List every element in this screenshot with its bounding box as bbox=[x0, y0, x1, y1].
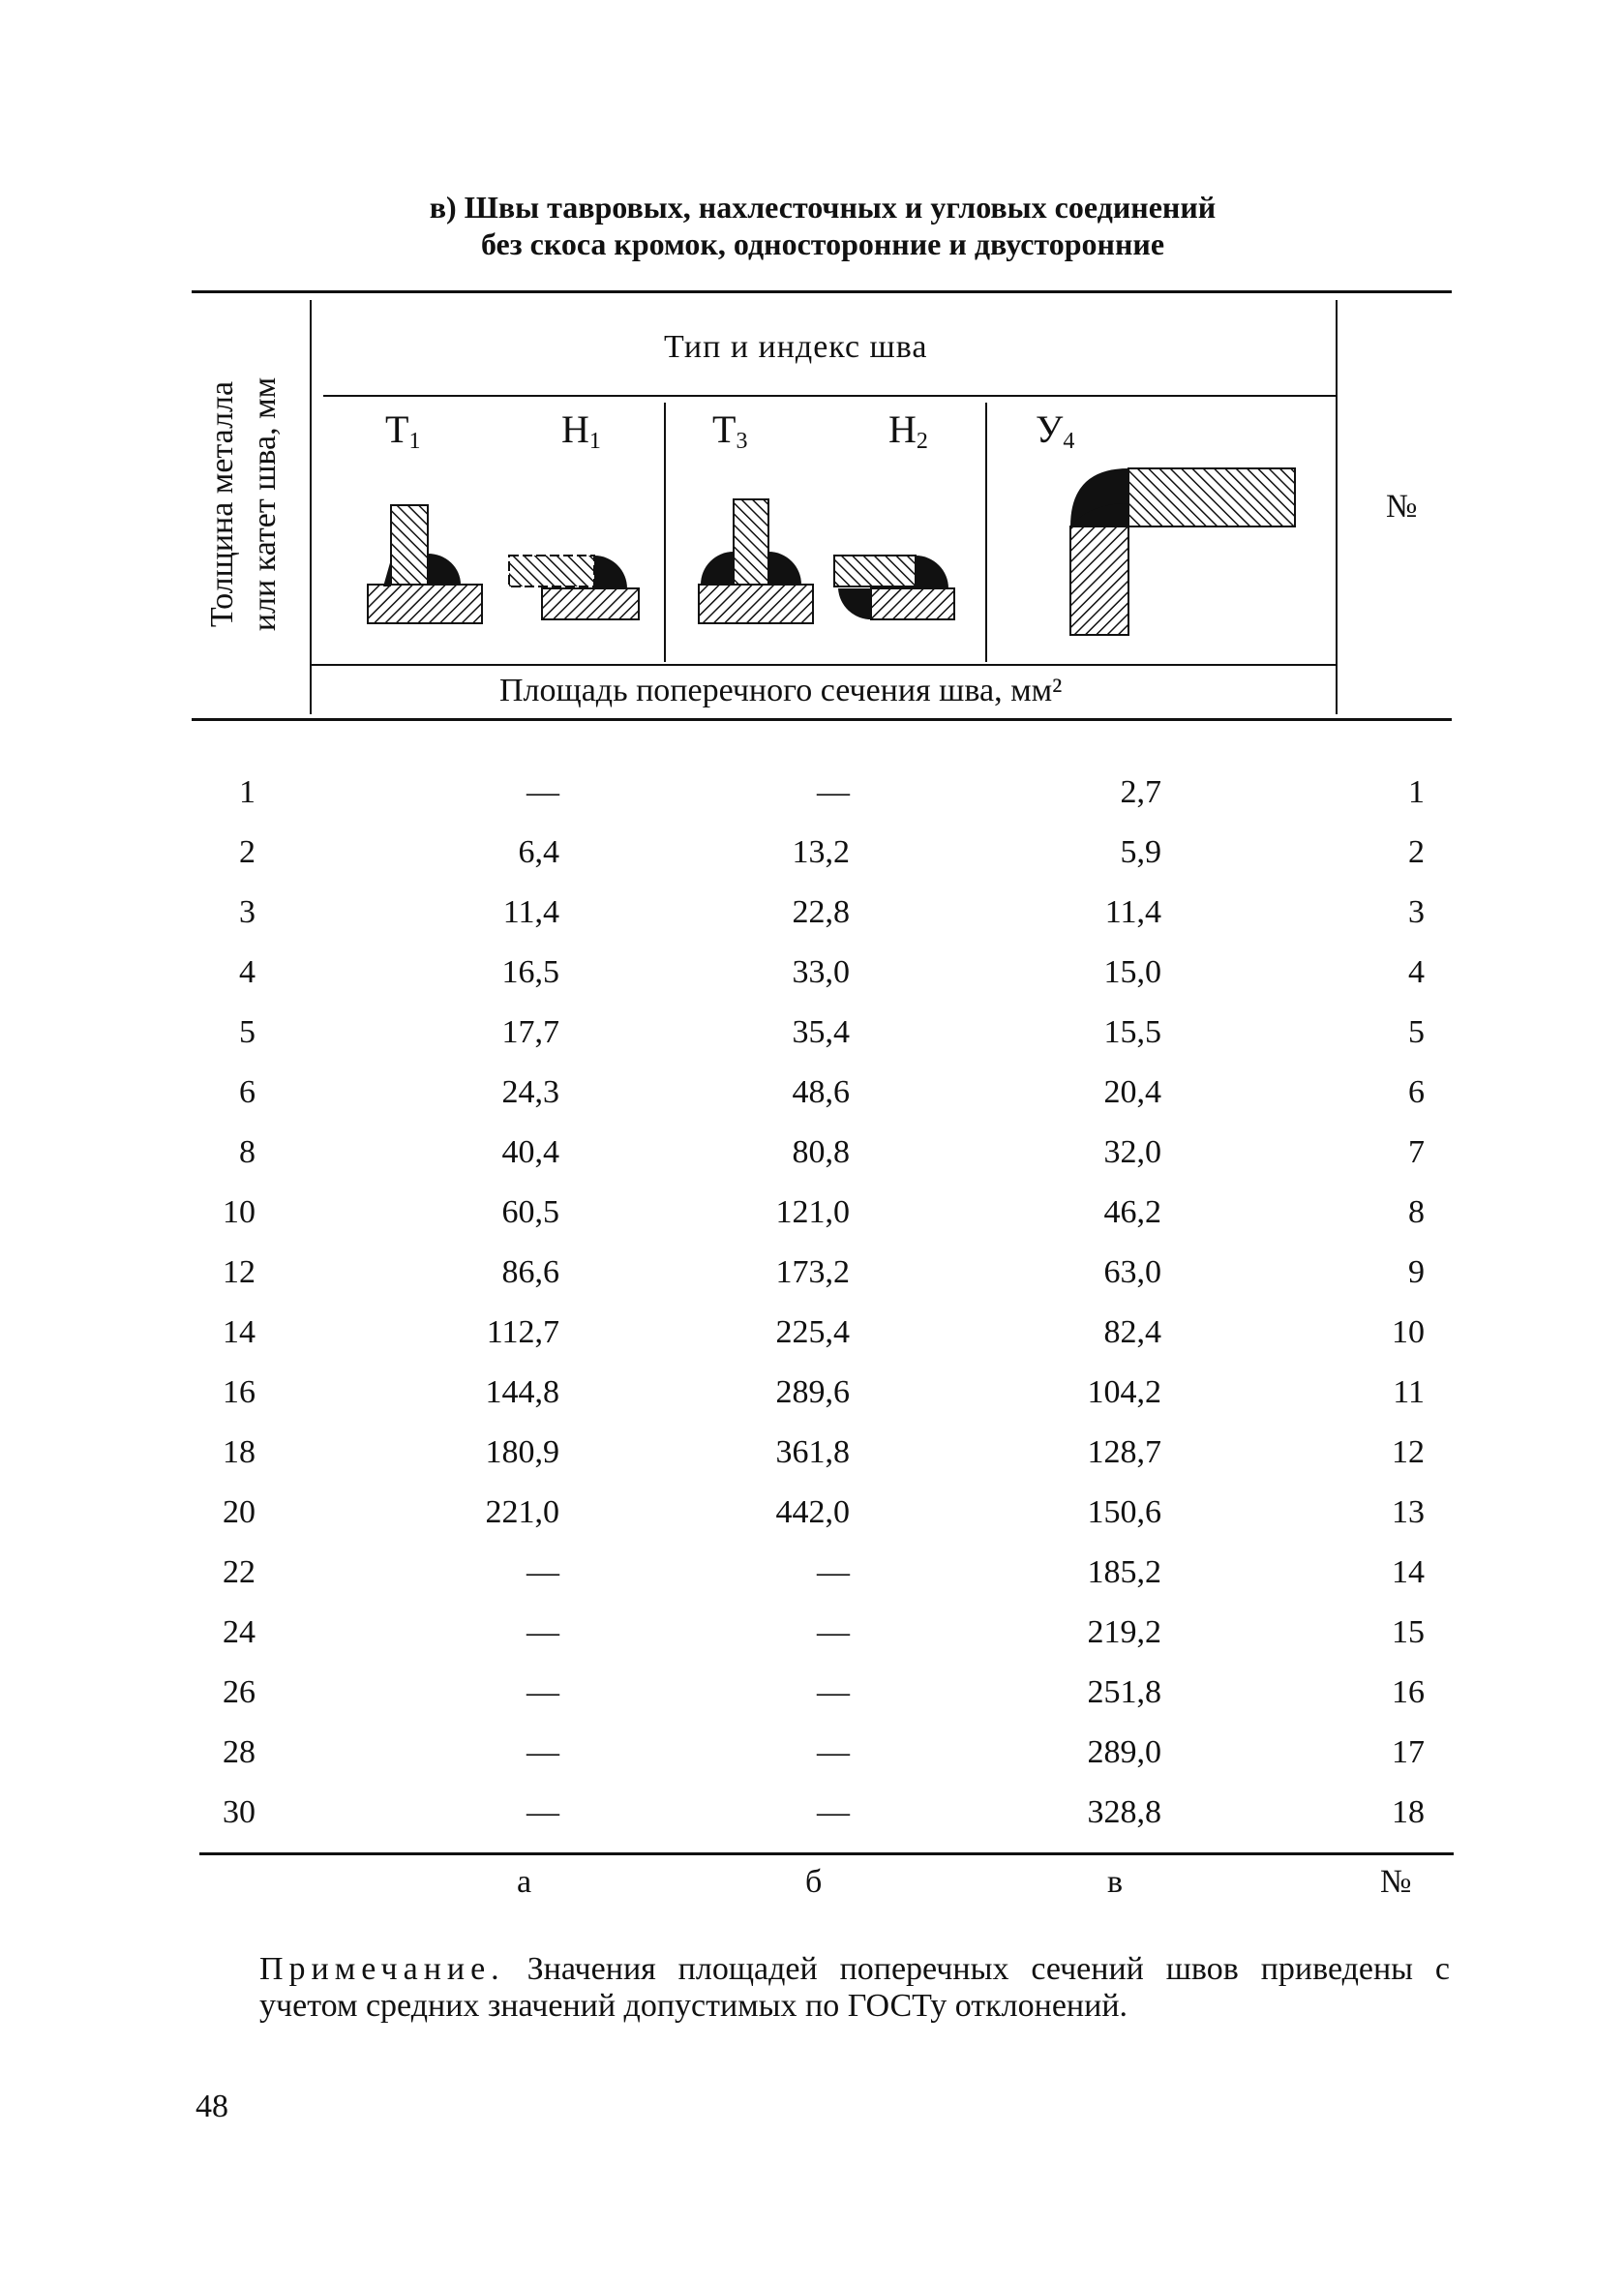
cell-number: 14 bbox=[1392, 1554, 1425, 1590]
cell-b: — bbox=[817, 1674, 850, 1710]
number-column-header: № bbox=[1386, 489, 1418, 525]
cell-number: 3 bbox=[1408, 894, 1425, 930]
cell-a: — bbox=[526, 1734, 559, 1770]
cell-b: 225,4 bbox=[775, 1314, 850, 1350]
cell-number: 16 bbox=[1392, 1674, 1425, 1710]
weld-diagrams bbox=[0, 0, 1624, 736]
cell-a: 112,7 bbox=[486, 1314, 559, 1350]
cell-a: 16,5 bbox=[501, 954, 559, 990]
thickness-header-line-1: Толщина металла bbox=[204, 380, 240, 628]
cell-b: 442,0 bbox=[775, 1494, 850, 1530]
footer-label-c: в bbox=[1107, 1864, 1124, 1900]
cell-c: 15,5 bbox=[1103, 1014, 1161, 1050]
footnote bbox=[259, 1951, 1450, 2025]
weld-index-h1: $Н_1$ bbox=[561, 407, 601, 454]
cell-thickness: 3 bbox=[239, 894, 256, 930]
cell-c: 11,4 bbox=[1104, 894, 1161, 930]
footnote-lead: Примечание. bbox=[259, 1951, 505, 1987]
table-row bbox=[0, 1254, 1624, 1312]
cell-b: 13,2 bbox=[792, 834, 850, 870]
weld-index-h2: $Н_2$ bbox=[888, 407, 928, 454]
cell-number: 1 bbox=[1408, 774, 1425, 810]
cell-thickness: 2 bbox=[239, 834, 256, 870]
type-index-label: Тип и индекс шва bbox=[664, 329, 928, 365]
cell-b: — bbox=[817, 774, 850, 810]
cell-b: 33,0 bbox=[792, 954, 850, 990]
cell-b: — bbox=[817, 1734, 850, 1770]
cell-b: 48,6 bbox=[792, 1074, 850, 1110]
cell-c: 328,8 bbox=[1087, 1794, 1161, 1830]
cell-number: 5 bbox=[1408, 1014, 1425, 1050]
table-row bbox=[0, 1074, 1624, 1132]
table-row bbox=[0, 1794, 1624, 1852]
cell-thickness: 14 bbox=[223, 1314, 256, 1350]
cell-number: 8 bbox=[1408, 1194, 1425, 1230]
cell-a: — bbox=[526, 1614, 559, 1650]
cell-thickness: 10 bbox=[223, 1194, 256, 1230]
weld-h2-diagram bbox=[834, 556, 954, 619]
thickness-header-line-2: или катет шва, мм bbox=[247, 376, 283, 632]
cell-a: — bbox=[526, 1794, 559, 1830]
cell-a: 86,6 bbox=[501, 1254, 559, 1290]
cell-a: 11,4 bbox=[502, 894, 559, 930]
table-row bbox=[0, 1434, 1624, 1492]
cell-c: 46,2 bbox=[1103, 1194, 1161, 1230]
cell-number: 6 bbox=[1408, 1074, 1425, 1110]
cell-number: 11 bbox=[1393, 1374, 1425, 1410]
cell-c: 82,4 bbox=[1103, 1314, 1161, 1350]
table-row bbox=[0, 1314, 1624, 1372]
cell-a: 6,4 bbox=[518, 834, 559, 870]
cell-a: 144,8 bbox=[485, 1374, 559, 1410]
cell-a: — bbox=[526, 774, 559, 810]
table-row bbox=[0, 1614, 1624, 1672]
cell-number: 15 bbox=[1392, 1614, 1425, 1650]
cell-thickness: 4 bbox=[239, 954, 256, 990]
body-bottom-rule bbox=[199, 1852, 1454, 1855]
weld-index-t3: $Т_3$ bbox=[712, 407, 748, 454]
cell-thickness: 30 bbox=[223, 1794, 256, 1830]
cell-thickness: 1 bbox=[239, 774, 256, 810]
cell-c: 185,2 bbox=[1087, 1554, 1161, 1590]
cell-number: 7 bbox=[1408, 1134, 1425, 1170]
weld-u4-diagram bbox=[1070, 468, 1295, 635]
cell-a: 180,9 bbox=[485, 1434, 559, 1470]
table-row bbox=[0, 774, 1624, 832]
cell-thickness: 24 bbox=[223, 1614, 256, 1650]
cell-number: 18 bbox=[1392, 1794, 1425, 1830]
title-line-2: без скоса кромок, односторонние и двусторонние bbox=[480, 226, 1165, 261]
cell-c: 5,9 bbox=[1120, 834, 1161, 870]
cell-a: 60,5 bbox=[501, 1194, 559, 1230]
cell-number: 9 bbox=[1408, 1254, 1425, 1290]
cell-thickness: 16 bbox=[223, 1374, 256, 1410]
table-row bbox=[0, 1494, 1624, 1552]
table-row bbox=[0, 954, 1624, 1012]
weld-index-u4: $У_4$ bbox=[1036, 407, 1075, 454]
cell-thickness: 6 bbox=[239, 1074, 256, 1110]
weld-h1-diagram bbox=[509, 556, 639, 619]
title-line-1: в) Швы тавровых, нахлесточных и угловых соединений bbox=[429, 190, 1217, 225]
cell-b: 121,0 bbox=[775, 1194, 850, 1230]
cell-thickness: 22 bbox=[223, 1554, 256, 1590]
page-number: 48 bbox=[195, 2089, 228, 2124]
cell-b: 361,8 bbox=[775, 1434, 850, 1470]
cell-c: 251,8 bbox=[1087, 1674, 1161, 1710]
footnote-text: Значения площадей поперечных сечений швов приведены с учетом средних значений допустимых по ГОСТу отклонений. bbox=[259, 1951, 1451, 2024]
cell-a: — bbox=[526, 1554, 559, 1590]
cell-a: 221,0 bbox=[485, 1494, 559, 1530]
cell-thickness: 8 bbox=[239, 1134, 256, 1170]
cell-c: 15,0 bbox=[1103, 954, 1161, 990]
table-row bbox=[0, 1194, 1624, 1252]
footer-label-b: б bbox=[805, 1864, 823, 1900]
cell-a: — bbox=[526, 1674, 559, 1710]
table-row bbox=[0, 834, 1624, 892]
cell-b: — bbox=[817, 1554, 850, 1590]
weld-t1-diagram bbox=[368, 505, 482, 623]
cell-thickness: 18 bbox=[223, 1434, 256, 1470]
cell-number: 2 bbox=[1408, 834, 1425, 870]
table-row bbox=[0, 1734, 1624, 1792]
cell-b: 35,4 bbox=[792, 1014, 850, 1050]
cell-number: 12 bbox=[1392, 1434, 1425, 1470]
table-row bbox=[0, 894, 1624, 952]
cell-c: 150,6 bbox=[1087, 1494, 1161, 1530]
area-label: Площадь поперечного сечения шва, мм² bbox=[499, 673, 1063, 708]
cell-c: 2,7 bbox=[1120, 774, 1161, 810]
cell-thickness: 5 bbox=[239, 1014, 256, 1050]
cell-thickness: 12 bbox=[223, 1254, 256, 1290]
cell-b: 80,8 bbox=[792, 1134, 850, 1170]
cell-c: 32,0 bbox=[1103, 1134, 1161, 1170]
cell-a: 17,7 bbox=[501, 1014, 559, 1050]
footer-label-a: а bbox=[517, 1864, 532, 1900]
cell-b: 22,8 bbox=[792, 894, 850, 930]
cell-number: 4 bbox=[1408, 954, 1425, 990]
cell-c: 219,2 bbox=[1087, 1614, 1161, 1650]
table-row bbox=[0, 1674, 1624, 1732]
cell-thickness: 20 bbox=[223, 1494, 256, 1530]
cell-b: — bbox=[817, 1794, 850, 1830]
table-row bbox=[0, 1134, 1624, 1192]
cell-b: — bbox=[817, 1614, 850, 1650]
cell-c: 20,4 bbox=[1103, 1074, 1161, 1110]
cell-c: 128,7 bbox=[1087, 1434, 1161, 1470]
cell-thickness: 26 bbox=[223, 1674, 256, 1710]
table-row bbox=[0, 1374, 1624, 1432]
weld-index-t1: $Т_1$ bbox=[385, 407, 421, 454]
cell-a: 40,4 bbox=[501, 1134, 559, 1170]
table-row bbox=[0, 1014, 1624, 1072]
cell-number: 17 bbox=[1392, 1734, 1425, 1770]
cell-thickness: 28 bbox=[223, 1734, 256, 1770]
cell-c: 63,0 bbox=[1103, 1254, 1161, 1290]
cell-number: 13 bbox=[1392, 1494, 1425, 1530]
cell-c: 104,2 bbox=[1087, 1374, 1161, 1410]
cell-a: 24,3 bbox=[501, 1074, 559, 1110]
footer-label-number: № bbox=[1380, 1864, 1412, 1900]
cell-c: 289,0 bbox=[1087, 1734, 1161, 1770]
cell-number: 10 bbox=[1392, 1314, 1425, 1350]
table-row bbox=[0, 1554, 1624, 1612]
cell-b: 173,2 bbox=[775, 1254, 850, 1290]
cell-b: 289,6 bbox=[775, 1374, 850, 1410]
weld-t3-diagram bbox=[699, 499, 813, 623]
